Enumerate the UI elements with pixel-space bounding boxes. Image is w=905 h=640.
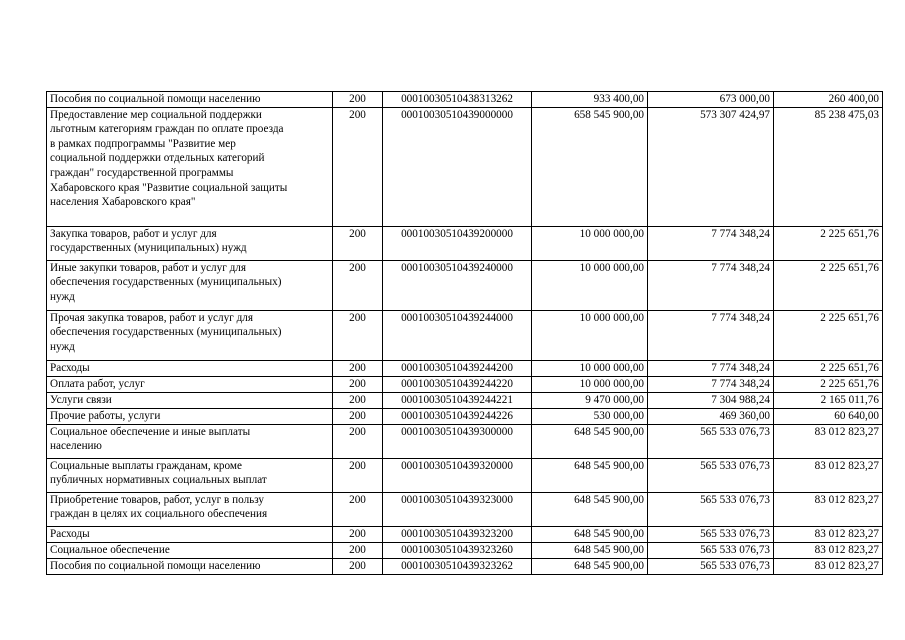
row-executed-amount-text: 469 360,00 [719, 409, 770, 422]
row-name-text: Социальные выплаты гражданам, кроме публичных нормативных социальных выплат [50, 459, 267, 487]
table-row [47, 260, 883, 310]
row-approved-amount-cell [532, 558, 648, 574]
row-executed-amount-cell [648, 310, 774, 360]
row-name-cell [47, 408, 333, 424]
row-line-code-cell [333, 492, 383, 526]
row-name-text: Иные закупки товаров, работ и услуг для обеспечения государственных (муниципальных) нужд [50, 261, 282, 303]
row-budget-classification-code-text: 00010030510439323262 [401, 559, 513, 572]
row-executed-amount-text: 565 533 076,73 [700, 459, 770, 472]
row-executed-amount-text: 565 533 076,73 [700, 527, 770, 540]
row-line-code-text: 200 [349, 409, 366, 422]
row-budget-classification-code-text: 00010030510439240000 [401, 261, 513, 274]
row-remaining-amount-cell [774, 92, 883, 108]
row-line-code-cell [333, 310, 383, 360]
row-approved-amount-text: 10 000 000,00 [579, 361, 644, 374]
row-executed-amount-cell [648, 260, 774, 310]
row-name-cell [47, 226, 333, 260]
row-remaining-amount-cell [774, 376, 883, 392]
row-executed-amount-text: 565 533 076,73 [700, 425, 770, 438]
row-budget-classification-code-text: 00010030510439244220 [401, 377, 513, 390]
row-executed-amount-cell [648, 376, 774, 392]
row-budget-classification-code-cell [383, 360, 532, 376]
budget-execution-table [46, 91, 883, 575]
row-approved-amount-cell [532, 424, 648, 458]
row-approved-amount-text: 9 470 000,00 [585, 393, 644, 406]
row-executed-amount-cell [648, 360, 774, 376]
row-budget-classification-code-text: 00010030510439244200 [401, 361, 513, 374]
table-row [47, 542, 883, 558]
row-executed-amount-text: 565 533 076,73 [700, 543, 770, 556]
row-remaining-amount-cell [774, 424, 883, 458]
row-name-text: Социальное обеспечение и иные выплаты населению [50, 425, 251, 453]
row-approved-amount-cell [532, 392, 648, 408]
row-name-cell [47, 424, 333, 458]
row-budget-classification-code-cell [383, 408, 532, 424]
row-remaining-amount-cell [774, 526, 883, 542]
row-remaining-amount-text: 85 238 475,03 [814, 108, 879, 121]
row-budget-classification-code-cell [383, 458, 532, 492]
row-budget-classification-code-text: 00010030510438313262 [401, 93, 513, 105]
row-approved-amount-text: 648 545 900,00 [574, 543, 644, 556]
row-approved-amount-cell [532, 542, 648, 558]
row-name-text: Пособия по социальной помощи населению [50, 93, 261, 105]
row-name-cell [47, 92, 333, 108]
row-approved-amount-text: 933 400,00 [593, 93, 644, 105]
row-line-code-text: 200 [349, 543, 366, 556]
table-row [47, 360, 883, 376]
row-line-code-text: 200 [349, 227, 366, 240]
row-executed-amount-text: 565 533 076,73 [700, 493, 770, 506]
row-remaining-amount-text: 83 012 823,27 [814, 459, 879, 472]
row-name-text: Приобретение товаров, работ, услуг в пользу граждан в целях их социального обеспечения [50, 493, 268, 521]
row-remaining-amount-cell [774, 360, 883, 376]
row-budget-classification-code-text: 00010030510439244221 [401, 393, 513, 406]
row-line-code-text: 200 [349, 361, 366, 374]
row-approved-amount-text: 10 000 000,00 [579, 261, 644, 274]
row-budget-classification-code-cell [383, 424, 532, 458]
row-line-code-text: 200 [349, 377, 366, 390]
row-budget-classification-code-cell [383, 492, 532, 526]
row-remaining-amount-cell [774, 260, 883, 310]
row-remaining-amount-cell [774, 492, 883, 526]
table-row [47, 92, 883, 108]
row-approved-amount-text: 10 000 000,00 [579, 377, 644, 390]
table-row [47, 424, 883, 458]
row-executed-amount-cell [648, 392, 774, 408]
row-executed-amount-text: 7 774 348,24 [711, 361, 770, 374]
row-approved-amount-cell [532, 260, 648, 310]
row-executed-amount-cell [648, 458, 774, 492]
table-row [47, 107, 883, 226]
row-remaining-amount-cell [774, 392, 883, 408]
row-budget-classification-code-text: 00010030510439323200 [401, 527, 513, 540]
row-budget-classification-code-cell [383, 92, 532, 108]
row-name-cell [47, 107, 333, 226]
row-remaining-amount-text: 2 165 011,76 [820, 393, 879, 406]
row-name-cell [47, 392, 333, 408]
row-remaining-amount-text: 2 225 651,76 [820, 377, 879, 390]
row-executed-amount-text: 7 774 348,24 [711, 377, 770, 390]
row-executed-amount-text: 7 774 348,24 [711, 227, 770, 240]
row-executed-amount-cell [648, 424, 774, 458]
row-line-code-cell [333, 376, 383, 392]
row-name-cell [47, 310, 333, 360]
row-approved-amount-cell [532, 408, 648, 424]
row-executed-amount-cell [648, 526, 774, 542]
row-budget-classification-code-cell [383, 107, 532, 226]
row-executed-amount-text: 7 774 348,24 [711, 261, 770, 274]
row-remaining-amount-cell [774, 310, 883, 360]
table-row [47, 226, 883, 260]
row-remaining-amount-cell [774, 542, 883, 558]
row-remaining-amount-cell [774, 107, 883, 226]
row-remaining-amount-text: 83 012 823,27 [814, 527, 879, 540]
row-approved-amount-cell [532, 526, 648, 542]
row-name-cell [47, 458, 333, 492]
row-remaining-amount-text: 83 012 823,27 [814, 543, 879, 556]
row-budget-classification-code-cell [383, 260, 532, 310]
row-remaining-amount-text: 83 012 823,27 [814, 493, 879, 506]
table-row [47, 526, 883, 542]
row-name-cell [47, 542, 333, 558]
row-line-code-cell [333, 392, 383, 408]
row-line-code-cell [333, 260, 383, 310]
row-approved-amount-cell [532, 92, 648, 108]
row-remaining-amount-text: 2 225 651,76 [820, 361, 879, 374]
row-budget-classification-code-cell [383, 526, 532, 542]
row-executed-amount-text: 7 304 988,24 [711, 393, 770, 406]
row-approved-amount-text: 648 545 900,00 [574, 459, 644, 472]
row-executed-amount-text: 673 000,00 [719, 93, 770, 105]
table-row [47, 310, 883, 360]
row-budget-classification-code-cell [383, 376, 532, 392]
row-executed-amount-text: 565 533 076,73 [700, 559, 770, 572]
row-remaining-amount-text: 2 225 651,76 [820, 311, 879, 324]
row-line-code-text: 200 [349, 393, 366, 406]
row-budget-classification-code-text: 00010030510439244000 [401, 311, 513, 324]
row-name-text: Социальное обеспечение [50, 543, 170, 556]
row-remaining-amount-cell [774, 226, 883, 260]
row-executed-amount-cell [648, 558, 774, 574]
row-approved-amount-cell [532, 376, 648, 392]
row-executed-amount-cell [648, 92, 774, 108]
row-line-code-text: 200 [349, 527, 366, 540]
row-line-code-text: 200 [349, 493, 366, 506]
row-remaining-amount-cell [774, 458, 883, 492]
table-row [47, 376, 883, 392]
row-budget-classification-code-text: 00010030510439200000 [401, 227, 513, 240]
row-approved-amount-cell [532, 226, 648, 260]
row-budget-classification-code-text: 00010030510439323000 [401, 493, 513, 506]
row-remaining-amount-text: 60 640,00 [834, 409, 879, 422]
row-name-cell [47, 492, 333, 526]
row-remaining-amount-text: 2 225 651,76 [820, 227, 879, 240]
row-line-code-cell [333, 458, 383, 492]
row-approved-amount-cell [532, 458, 648, 492]
row-name-cell [47, 558, 333, 574]
row-name-text: Прочие работы, услуги [50, 409, 161, 422]
row-name-text: Прочая закупка товаров, работ и услуг для обеспечения государственных (муниципальных) нужд [50, 311, 282, 353]
row-executed-amount-cell [648, 107, 774, 226]
row-line-code-text: 200 [349, 261, 366, 274]
row-line-code-cell [333, 360, 383, 376]
table-row [47, 492, 883, 526]
row-approved-amount-text: 530 000,00 [593, 409, 644, 422]
row-line-code-cell [333, 226, 383, 260]
row-approved-amount-cell [532, 107, 648, 226]
row-line-code-cell [333, 408, 383, 424]
row-approved-amount-text: 10 000 000,00 [579, 311, 644, 324]
row-approved-amount-cell [532, 310, 648, 360]
table-row [47, 392, 883, 408]
row-remaining-amount-cell [774, 408, 883, 424]
table-body [47, 92, 883, 575]
row-approved-amount-text: 648 545 900,00 [574, 493, 644, 506]
row-budget-classification-code-cell [383, 392, 532, 408]
row-remaining-amount-cell [774, 558, 883, 574]
row-line-code-cell [333, 558, 383, 574]
row-line-code-text: 200 [349, 459, 366, 472]
row-line-code-cell [333, 424, 383, 458]
row-executed-amount-cell [648, 226, 774, 260]
row-name-text: Предоставление мер социальной поддержки льготным категориям граждан по оплате проезда в рамках подпрограммы "Развитие мер социальной поддержки отдельных категорий граждан" государственной программы Хабаровского края "Развитие социальной защиты населения Хабаровского края" [50, 108, 288, 209]
row-executed-amount-text: 7 774 348,24 [711, 311, 770, 324]
table-row [47, 458, 883, 492]
row-remaining-amount-text: 83 012 823,27 [814, 559, 879, 572]
row-executed-amount-cell [648, 492, 774, 526]
row-budget-classification-code-text: 00010030510439244226 [401, 409, 513, 422]
row-budget-classification-code-text: 00010030510439000000 [401, 108, 513, 121]
row-approved-amount-cell [532, 360, 648, 376]
row-approved-amount-cell [532, 492, 648, 526]
row-remaining-amount-text: 2 225 651,76 [820, 261, 879, 274]
row-approved-amount-text: 648 545 900,00 [574, 559, 644, 572]
row-name-cell [47, 526, 333, 542]
row-executed-amount-cell [648, 408, 774, 424]
row-line-code-cell [333, 542, 383, 558]
row-approved-amount-text: 10 000 000,00 [579, 227, 644, 240]
row-approved-amount-text: 658 545 900,00 [574, 108, 644, 121]
row-line-code-cell [333, 107, 383, 226]
row-line-code-cell [333, 526, 383, 542]
row-line-code-text: 200 [349, 108, 366, 121]
row-name-text: Закупка товаров, работ и услуг для государственных (муниципальных) нужд [50, 227, 247, 255]
row-name-cell [47, 360, 333, 376]
row-line-code-text: 200 [349, 425, 366, 438]
row-executed-amount-text: 573 307 424,97 [700, 108, 770, 121]
table-row [47, 408, 883, 424]
row-budget-classification-code-text: 00010030510439300000 [401, 425, 513, 438]
row-budget-classification-code-text: 00010030510439320000 [401, 459, 513, 472]
row-remaining-amount-text: 260 400,00 [828, 93, 879, 105]
row-name-text: Расходы [50, 361, 90, 374]
row-name-text: Расходы [50, 527, 90, 540]
row-budget-classification-code-text: 00010030510439323260 [401, 543, 513, 556]
row-budget-classification-code-cell [383, 558, 532, 574]
row-name-text: Оплата работ, услуг [50, 377, 145, 390]
row-remaining-amount-text: 83 012 823,27 [814, 425, 879, 438]
row-name-text: Услуги связи [50, 393, 112, 406]
row-budget-classification-code-cell [383, 310, 532, 360]
row-budget-classification-code-cell [383, 542, 532, 558]
row-line-code-text: 200 [349, 311, 366, 324]
row-name-cell [47, 376, 333, 392]
table-row [47, 558, 883, 574]
row-line-code-text: 200 [349, 559, 366, 572]
row-executed-amount-cell [648, 542, 774, 558]
row-line-code-text: 200 [349, 93, 366, 105]
row-name-text: Пособия по социальной помощи населению [50, 559, 261, 572]
row-line-code-cell [333, 92, 383, 108]
row-approved-amount-text: 648 545 900,00 [574, 425, 644, 438]
row-approved-amount-text: 648 545 900,00 [574, 527, 644, 540]
row-name-cell [47, 260, 333, 310]
row-budget-classification-code-cell [383, 226, 532, 260]
